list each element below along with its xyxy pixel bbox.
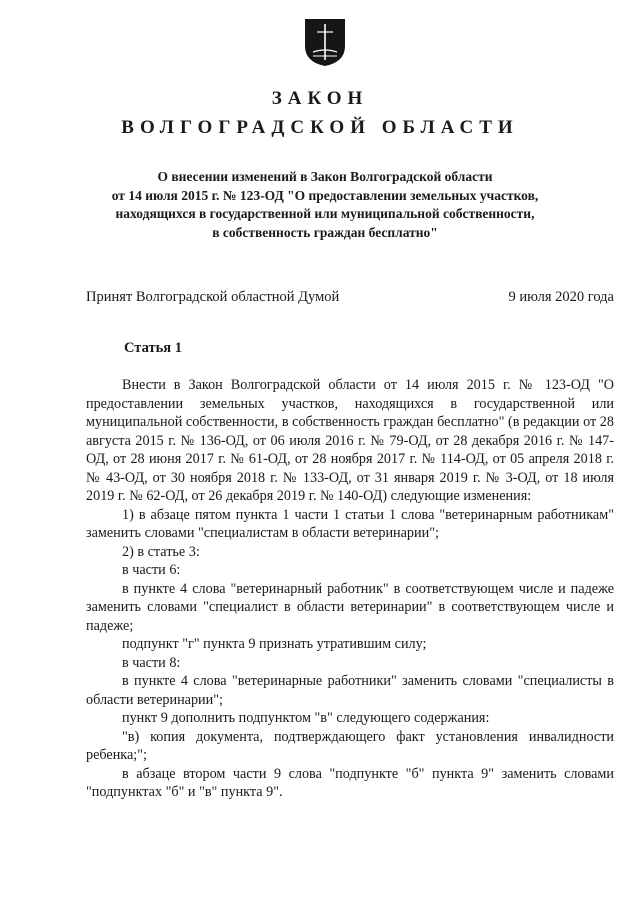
paragraph: в пункте 4 слова "ветеринарный работник" в соответствующем числе и падеже заменить словами "специалист в области ветеринарии" в соответствующем числе и падеже; [86, 580, 614, 634]
paragraph: Внести в Закон Волгоградской области от 14 июля 2015 г. № 123-ОД "О предоставлении земельных участков, находящихся в государственной или муниципальной собственности, в собственность граждан бесплатно" (в редакции от 28 августа 2015 г. № 136-ОД, от 06 июля 2016 г. № 79-ОД, от 28 декабря 2016 г. № 147-ОД, от 28 июня 2017 г. № 61-ОД, от 28 ноября 2017 г. № 114-ОД, от 05 апреля 2018 г. № 43-ОД, от 30 ноября 2018 г. № 133-ОД, от 31 января 2019 г. № 3-ОД, от 18 июля 2019 г. № 62-ОД, от 26 декабря 2019 г. № 140-ОД) следующие изменения: [86, 377, 614, 504]
paragraph: 2) в статье 3: [122, 543, 200, 560]
paragraph: в пункте 4 слова "ветеринарные работники" заменить словами "специалисты в области ветеринарии"; [86, 673, 614, 708]
law-subject [60, 168, 590, 242]
subject-line: О внесении изменений в Закон Волгоградской области [157, 169, 493, 184]
law-title-line2: ВОЛГОГРАДСКОЙ ОБЛАСТИ [121, 117, 519, 138]
article-body [86, 376, 614, 802]
paragraph: подпункт "г" пункта 9 признать утратившим силу; [122, 636, 427, 652]
adopted-by: Принят Волгоградской областной Думой [86, 289, 340, 305]
subject-line: от 14 июля 2015 г. № 123-ОД "О предоставлении земельных участков, [111, 187, 539, 203]
paragraph: 1) в абзаце пятом пункта 1 части 1 статьи 1 слова "ветеринарным работникам" заменить словами "специалистам в области ветеринарии"; [86, 506, 614, 541]
subject-line: находящихся в государственной или муниципальной собственности, [115, 206, 535, 221]
coat-of-arms-icon [303, 16, 347, 68]
adoption-date: 9 июля 2020 года [508, 289, 614, 305]
paragraph: в части 6: [122, 562, 181, 578]
paragraph: пункт 9 дополнить подпунктом "в" следующего содержания: [122, 710, 490, 726]
subject-line: в собственность граждан бесплатно" [212, 224, 438, 240]
paragraph: в части 8: [122, 654, 181, 671]
law-title [0, 86, 640, 144]
paragraph: в абзаце втором части 9 слова "подпункте "б" пункта 9" заменить словами "подпунктах "б" и "в" пункта 9". [86, 765, 614, 800]
article-title: Статья 1 [124, 340, 182, 356]
adoption-row [86, 289, 614, 306]
law-title-line1: ЗАКОН [271, 88, 369, 109]
paragraph: "в) копия документа, подтверждающего факт установления инвалидности ребенка;"; [86, 728, 614, 763]
